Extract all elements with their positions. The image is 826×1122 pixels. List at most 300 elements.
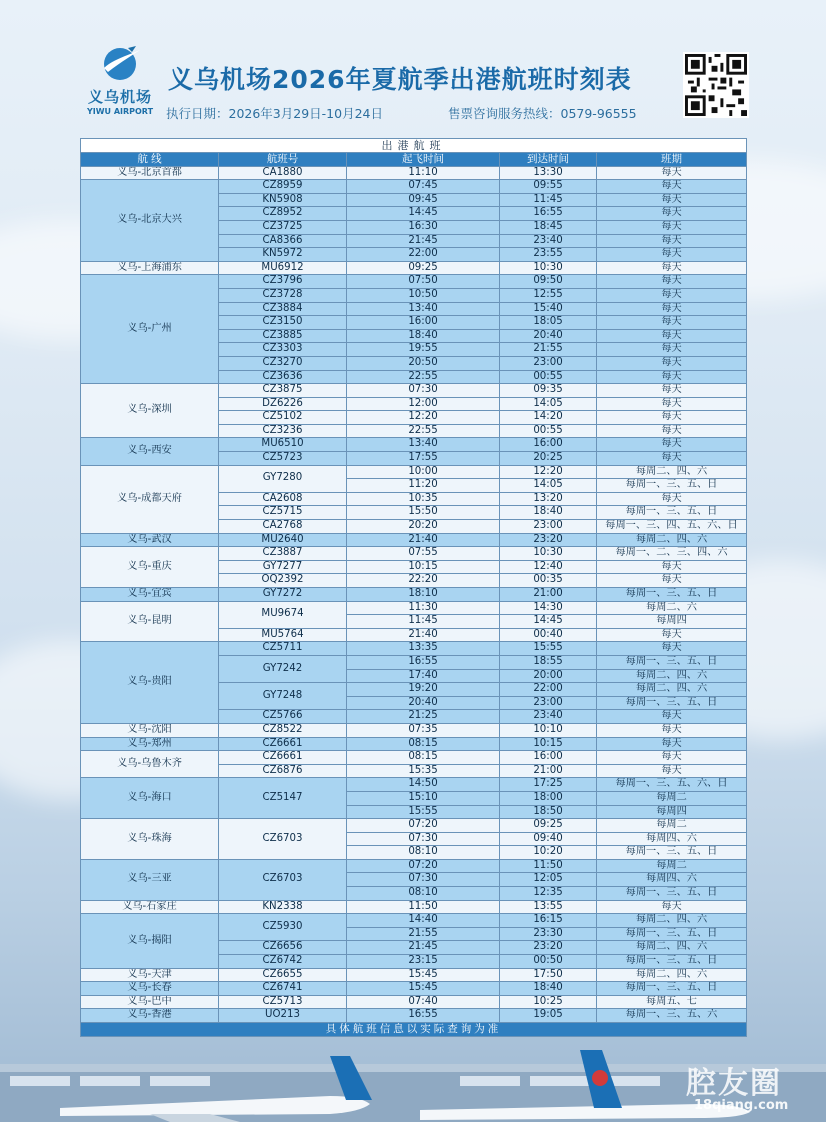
flight-number-cell: CZ8522 (219, 723, 347, 737)
departure-time-cell: 11:20 (347, 479, 500, 493)
departure-time-cell: 23:15 (347, 955, 500, 969)
schedule-days-cell: 每天 (597, 193, 747, 207)
arrival-time-cell: 17:25 (500, 778, 597, 792)
arrival-time-cell: 10:30 (500, 547, 597, 561)
flight-number-cell: CZ3150 (219, 316, 347, 330)
arrival-time-cell: 00:35 (500, 574, 597, 588)
column-header-departure: 起飞时间 (347, 153, 500, 167)
schedule-days-cell: 每周二 (597, 819, 747, 833)
route-cell: 义乌-昆明 (81, 601, 219, 642)
schedule-days-cell: 每天 (597, 343, 747, 357)
flight-number-cell: MU6912 (219, 261, 347, 275)
watermark-url: 18qiang.com (694, 1098, 789, 1113)
schedule-days-cell: 每天 (597, 384, 747, 398)
departure-time-cell: 10:50 (347, 288, 500, 302)
flight-number-cell: CZ6703 (219, 859, 347, 900)
arrival-time-cell: 16:00 (500, 751, 597, 765)
route-cell: 义乌-长春 (81, 982, 219, 996)
table-row (81, 588, 747, 602)
flight-number-cell: CZ8959 (219, 180, 347, 194)
schedule-days-cell: 每天 (597, 411, 747, 425)
flight-number-cell: CZ5723 (219, 452, 347, 466)
arrival-time-cell: 20:40 (500, 329, 597, 343)
arrival-time-cell: 18:00 (500, 791, 597, 805)
departure-time-cell: 17:55 (347, 452, 500, 466)
flight-number-cell: CZ6742 (219, 955, 347, 969)
logo-english-name: YIWU AIRPORT (86, 107, 154, 116)
arrival-time-cell: 21:55 (500, 343, 597, 357)
schedule-days-cell: 每周一、三、五、日 (597, 588, 747, 602)
table-footer-note: 具体航班信息以实际查询为准 (81, 1023, 747, 1037)
arrival-time-cell: 23:00 (500, 696, 597, 710)
arrival-time-cell: 12:20 (500, 465, 597, 479)
flight-number-cell: GY7248 (219, 683, 347, 710)
table-row (81, 723, 747, 737)
departure-time-cell: 07:20 (347, 859, 500, 873)
departure-time-cell: 15:45 (347, 968, 500, 982)
table-row (81, 900, 747, 914)
arrival-time-cell: 18:40 (500, 982, 597, 996)
schedule-days-cell: 每天 (597, 329, 747, 343)
flight-number-cell: CZ6655 (219, 968, 347, 982)
departure-time-cell: 07:35 (347, 723, 500, 737)
departure-time-cell: 11:50 (347, 900, 500, 914)
arrival-time-cell: 14:20 (500, 411, 597, 425)
arrival-time-cell: 22:00 (500, 683, 597, 697)
schedule-days-cell: 每天 (597, 180, 747, 194)
flight-number-cell: CZ5766 (219, 710, 347, 724)
departure-time-cell: 11:30 (347, 601, 500, 615)
departure-time-cell: 22:20 (347, 574, 500, 588)
table-row (81, 968, 747, 982)
flight-number-cell: OQ2392 (219, 574, 347, 588)
flight-number-cell: GY7277 (219, 560, 347, 574)
schedule-days-cell: 每周一、三、五、日 (597, 887, 747, 901)
route-cell: 义乌-香港 (81, 1009, 219, 1023)
departure-time-cell: 10:15 (347, 560, 500, 574)
table-row (81, 859, 747, 873)
flight-number-cell: CZ3885 (219, 329, 347, 343)
departure-time-cell: 16:55 (347, 655, 500, 669)
schedule-days-cell: 每天 (597, 166, 747, 180)
arrival-time-cell: 09:25 (500, 819, 597, 833)
departure-time-cell: 10:00 (347, 465, 500, 479)
column-header-arrival: 到达时间 (500, 153, 597, 167)
departure-time-cell: 13:40 (347, 438, 500, 452)
schedule-days-cell: 每周二 (597, 791, 747, 805)
schedule-days-cell: 每周二、六 (597, 601, 747, 615)
table-row (81, 751, 747, 765)
schedule-days-cell: 每周五、七 (597, 995, 747, 1009)
arrival-time-cell: 14:45 (500, 615, 597, 629)
schedule-days-cell: 每天 (597, 723, 747, 737)
table-row (81, 275, 747, 289)
route-cell: 义乌-上海浦东 (81, 261, 219, 275)
route-cell: 义乌-巴中 (81, 995, 219, 1009)
flight-number-cell: CZ6661 (219, 737, 347, 751)
departure-time-cell: 07:45 (347, 180, 500, 194)
arrival-time-cell: 14:05 (500, 479, 597, 493)
route-cell: 义乌-武汉 (81, 533, 219, 547)
effective-dates: 执行日期：2026年3月29日-10月24日 (166, 106, 383, 121)
table-row (81, 982, 747, 996)
schedule-days-cell: 每周一、三、五、日 (597, 479, 747, 493)
qr-code[interactable] (683, 52, 749, 118)
flight-number-cell: CZ3796 (219, 275, 347, 289)
schedule-days-cell: 每天 (597, 356, 747, 370)
arrival-time-cell: 21:00 (500, 588, 597, 602)
route-cell: 义乌-郑州 (81, 737, 219, 751)
schedule-days-cell: 每天 (597, 370, 747, 384)
departure-time-cell: 21:40 (347, 628, 500, 642)
flight-number-cell: DZ6226 (219, 397, 347, 411)
airport-logo-icon (98, 44, 142, 84)
flight-number-cell: GY7280 (219, 465, 347, 492)
departure-time-cell: 07:30 (347, 832, 500, 846)
column-header-schedule: 班期 (597, 153, 747, 167)
schedule-days-cell: 每周一、三、五、六 (597, 1009, 747, 1023)
arrival-time-cell: 10:15 (500, 737, 597, 751)
arrival-time-cell: 20:25 (500, 452, 597, 466)
departure-time-cell: 21:55 (347, 927, 500, 941)
flight-number-cell: CZ3884 (219, 302, 347, 316)
schedule-days-cell: 每天 (597, 438, 747, 452)
schedule-days-cell: 每天 (597, 737, 747, 751)
arrival-time-cell: 13:30 (500, 166, 597, 180)
route-cell: 义乌-广州 (81, 275, 219, 384)
table-row (81, 642, 747, 656)
schedule-days-cell: 每天 (597, 900, 747, 914)
arrival-time-cell: 10:25 (500, 995, 597, 1009)
schedule-days-cell: 每天 (597, 492, 747, 506)
route-cell: 义乌-重庆 (81, 547, 219, 588)
departure-time-cell: 14:50 (347, 778, 500, 792)
flight-number-cell: CA2768 (219, 520, 347, 534)
departure-time-cell: 19:55 (347, 343, 500, 357)
departure-time-cell: 08:15 (347, 751, 500, 765)
departure-time-cell: 08:15 (347, 737, 500, 751)
table-row (81, 547, 747, 561)
column-header-route: 航 线 (81, 153, 219, 167)
schedule-days-cell: 每周二、四、六 (597, 465, 747, 479)
schedule-days-cell: 每周一、三、五、日 (597, 982, 747, 996)
departure-time-cell: 08:10 (347, 846, 500, 860)
schedule-days-cell: 每周四、六 (597, 873, 747, 887)
schedule-days-cell: 每天 (597, 628, 747, 642)
arrival-time-cell: 23:00 (500, 356, 597, 370)
schedule-days-cell: 每周一、三、五、日 (597, 927, 747, 941)
schedule-table-wrapper (80, 138, 746, 1037)
flight-number-cell: CZ3728 (219, 288, 347, 302)
arrival-time-cell: 11:50 (500, 859, 597, 873)
flight-number-cell: MU5764 (219, 628, 347, 642)
arrival-time-cell: 10:20 (500, 846, 597, 860)
arrival-time-cell: 13:55 (500, 900, 597, 914)
arrival-time-cell: 17:50 (500, 968, 597, 982)
column-header-flight-no: 航班号 (219, 153, 347, 167)
table-row (81, 533, 747, 547)
departure-time-cell: 22:00 (347, 248, 500, 262)
departure-time-cell: 11:10 (347, 166, 500, 180)
schedule-days-cell: 每周四、六 (597, 832, 747, 846)
departure-time-cell: 14:40 (347, 914, 500, 928)
arrival-time-cell: 18:50 (500, 805, 597, 819)
departure-time-cell: 07:50 (347, 275, 500, 289)
arrival-time-cell: 09:55 (500, 180, 597, 194)
arrival-time-cell: 23:40 (500, 234, 597, 248)
schedule-days-cell: 每周一、三、五、日 (597, 655, 747, 669)
departure-time-cell: 22:55 (347, 370, 500, 384)
flight-number-cell: GY7242 (219, 655, 347, 682)
route-cell: 义乌-石家庄 (81, 900, 219, 914)
departure-time-cell: 13:40 (347, 302, 500, 316)
arrival-time-cell: 09:35 (500, 384, 597, 398)
flight-number-cell: CZ3887 (219, 547, 347, 561)
flight-number-cell: CZ6661 (219, 751, 347, 765)
schedule-days-cell: 每周一、三、五、日 (597, 696, 747, 710)
table-row (81, 465, 747, 479)
schedule-days-cell: 每天 (597, 261, 747, 275)
route-cell: 义乌-沈阳 (81, 723, 219, 737)
table-row (81, 914, 747, 928)
arrival-time-cell: 16:00 (500, 438, 597, 452)
arrival-time-cell: 19:05 (500, 1009, 597, 1023)
departure-time-cell: 21:40 (347, 533, 500, 547)
departure-time-cell: 19:20 (347, 683, 500, 697)
flight-number-cell: CZ6876 (219, 764, 347, 778)
schedule-days-cell: 每天 (597, 764, 747, 778)
route-cell: 义乌-海口 (81, 778, 219, 819)
arrival-time-cell: 23:55 (500, 248, 597, 262)
flight-number-cell: CZ6741 (219, 982, 347, 996)
flight-number-cell: CA2608 (219, 492, 347, 506)
flight-number-cell: CZ5930 (219, 914, 347, 941)
table-row (81, 737, 747, 751)
flight-number-cell: CZ5147 (219, 778, 347, 819)
flight-number-cell: KN5972 (219, 248, 347, 262)
departure-time-cell: 15:55 (347, 805, 500, 819)
schedule-days-cell: 每周二、四、六 (597, 669, 747, 683)
departure-time-cell: 18:40 (347, 329, 500, 343)
flight-number-cell: GY7272 (219, 588, 347, 602)
airport-logo (80, 44, 160, 116)
schedule-days-cell: 每周二、四、六 (597, 914, 747, 928)
arrival-time-cell: 09:40 (500, 832, 597, 846)
flight-number-cell: MU9674 (219, 601, 347, 628)
departure-time-cell: 16:00 (347, 316, 500, 330)
departure-time-cell: 12:20 (347, 411, 500, 425)
route-cell: 义乌-宜宾 (81, 588, 219, 602)
departure-time-cell: 08:10 (347, 887, 500, 901)
departure-time-cell: 17:40 (347, 669, 500, 683)
departure-time-cell: 13:35 (347, 642, 500, 656)
schedule-days-cell: 每天 (597, 424, 747, 438)
departure-time-cell: 15:50 (347, 506, 500, 520)
flight-number-cell: CZ3636 (219, 370, 347, 384)
schedule-days-cell: 每天 (597, 560, 747, 574)
schedule-days-cell: 每天 (597, 397, 747, 411)
schedule-days-cell: 每周一、三、四、五、六、日 (597, 520, 747, 534)
flight-number-cell: CZ5715 (219, 506, 347, 520)
arrival-time-cell: 23:20 (500, 533, 597, 547)
schedule-days-cell: 每天 (597, 288, 747, 302)
table-row (81, 995, 747, 1009)
arrival-time-cell: 18:40 (500, 506, 597, 520)
arrival-time-cell: 16:15 (500, 914, 597, 928)
arrival-time-cell: 12:55 (500, 288, 597, 302)
departure-time-cell: 22:55 (347, 424, 500, 438)
route-cell: 义乌-深圳 (81, 384, 219, 438)
departure-time-cell: 07:20 (347, 819, 500, 833)
departure-time-cell: 09:45 (347, 193, 500, 207)
schedule-table (80, 138, 747, 1037)
departure-time-cell: 14:45 (347, 207, 500, 221)
departure-time-cell: 21:45 (347, 941, 500, 955)
departure-time-cell: 07:30 (347, 384, 500, 398)
schedule-days-cell: 每周一、三、五、六、日 (597, 778, 747, 792)
schedule-days-cell: 每周一、二、三、四、六 (597, 547, 747, 561)
ticket-hotline: 售票咨询服务热线：0579-96555 (448, 106, 637, 121)
schedule-days-cell: 每周二 (597, 859, 747, 873)
flight-number-cell: CZ3270 (219, 356, 347, 370)
arrival-time-cell: 10:10 (500, 723, 597, 737)
departure-time-cell: 07:30 (347, 873, 500, 887)
arrival-time-cell: 15:55 (500, 642, 597, 656)
schedule-days-cell: 每天 (597, 248, 747, 262)
flight-number-cell: MU6510 (219, 438, 347, 452)
departure-time-cell: 16:55 (347, 1009, 500, 1023)
table-row (81, 778, 747, 792)
flight-number-cell: KN2338 (219, 900, 347, 914)
arrival-time-cell: 23:40 (500, 710, 597, 724)
flight-number-cell: KN5908 (219, 193, 347, 207)
departure-time-cell: 15:35 (347, 764, 500, 778)
departure-time-cell: 20:20 (347, 520, 500, 534)
flight-number-cell: MU2640 (219, 533, 347, 547)
departure-time-cell: 15:45 (347, 982, 500, 996)
schedule-days-cell: 每周一、三、五、日 (597, 846, 747, 860)
arrival-time-cell: 20:00 (500, 669, 597, 683)
arrival-time-cell: 00:50 (500, 955, 597, 969)
flight-number-cell: CZ3303 (219, 343, 347, 357)
flight-number-cell: CA8366 (219, 234, 347, 248)
table-row (81, 438, 747, 452)
arrival-time-cell: 12:05 (500, 873, 597, 887)
route-cell: 义乌-西安 (81, 438, 219, 465)
flight-number-cell: CZ3236 (219, 424, 347, 438)
flight-number-cell: CZ6703 (219, 819, 347, 860)
schedule-days-cell: 每天 (597, 710, 747, 724)
flight-number-cell: CZ5713 (219, 995, 347, 1009)
schedule-days-cell: 每周一、三、五、日 (597, 506, 747, 520)
qr-code-icon (685, 54, 747, 116)
arrival-time-cell: 13:20 (500, 492, 597, 506)
schedule-days-cell: 每周二、四、六 (597, 533, 747, 547)
schedule-days-cell: 每天 (597, 751, 747, 765)
departure-time-cell: 16:30 (347, 220, 500, 234)
departure-time-cell: 12:00 (347, 397, 500, 411)
departure-time-cell: 21:45 (347, 234, 500, 248)
schedule-days-cell: 每天 (597, 207, 747, 221)
schedule-days-cell: 每周二、四、六 (597, 968, 747, 982)
schedule-days-cell: 每天 (597, 452, 747, 466)
departure-time-cell: 15:10 (347, 791, 500, 805)
departure-time-cell: 21:25 (347, 710, 500, 724)
route-cell: 义乌-北京大兴 (81, 180, 219, 262)
arrival-time-cell: 00:55 (500, 424, 597, 438)
arrival-time-cell: 23:30 (500, 927, 597, 941)
arrival-time-cell: 00:40 (500, 628, 597, 642)
arrival-time-cell: 12:40 (500, 560, 597, 574)
table-row (81, 819, 747, 833)
flight-number-cell: CZ3725 (219, 220, 347, 234)
watermark-text: 腔友圈 (686, 1066, 782, 1101)
departure-time-cell: 20:40 (347, 696, 500, 710)
arrival-time-cell: 15:40 (500, 302, 597, 316)
departure-time-cell: 11:45 (347, 615, 500, 629)
route-cell: 义乌-天津 (81, 968, 219, 982)
schedule-days-cell: 每天 (597, 234, 747, 248)
departure-time-cell: 10:35 (347, 492, 500, 506)
arrival-time-cell: 23:00 (500, 520, 597, 534)
flight-number-cell: CA1880 (219, 166, 347, 180)
arrival-time-cell: 23:20 (500, 941, 597, 955)
departure-time-cell: 18:10 (347, 588, 500, 602)
arrival-time-cell: 14:30 (500, 601, 597, 615)
flight-number-cell: UO213 (219, 1009, 347, 1023)
arrival-time-cell: 10:30 (500, 261, 597, 275)
route-cell: 义乌-珠海 (81, 819, 219, 860)
table-row (81, 601, 747, 615)
page-title: 义乌机场2026年夏航季出港航班时刻表 (168, 65, 632, 94)
arrival-time-cell: 18:55 (500, 655, 597, 669)
schedule-days-cell: 每天 (597, 574, 747, 588)
route-cell: 义乌-揭阳 (81, 914, 219, 968)
departure-time-cell: 07:40 (347, 995, 500, 1009)
arrival-time-cell: 16:55 (500, 207, 597, 221)
departure-time-cell: 20:50 (347, 356, 500, 370)
schedule-table-body (81, 166, 747, 1022)
schedule-days-cell: 每周四 (597, 805, 747, 819)
flight-number-cell: CZ3875 (219, 384, 347, 398)
logo-chinese-name: 义乌机场 (87, 88, 152, 106)
arrival-time-cell: 14:05 (500, 397, 597, 411)
schedule-days-cell: 每天 (597, 316, 747, 330)
route-cell: 义乌-贵阳 (81, 642, 219, 724)
arrival-time-cell: 18:05 (500, 316, 597, 330)
flight-number-cell: CZ8952 (219, 207, 347, 221)
route-cell: 义乌-北京首都 (81, 166, 219, 180)
arrival-time-cell: 09:50 (500, 275, 597, 289)
table-banner: 出港航班 (81, 139, 747, 153)
flight-number-cell: CZ5711 (219, 642, 347, 656)
schedule-days-cell: 每周一、三、五、日 (597, 955, 747, 969)
schedule-days-cell: 每天 (597, 275, 747, 289)
route-cell: 义乌-乌鲁木齐 (81, 751, 219, 778)
route-cell: 义乌-三亚 (81, 859, 219, 900)
arrival-time-cell: 11:45 (500, 193, 597, 207)
table-row (81, 166, 747, 180)
schedule-days-cell: 每周二、四、六 (597, 941, 747, 955)
table-row (81, 1009, 747, 1023)
arrival-time-cell: 00:55 (500, 370, 597, 384)
table-row (81, 261, 747, 275)
arrival-time-cell: 21:00 (500, 764, 597, 778)
flight-number-cell: CZ6656 (219, 941, 347, 955)
table-row (81, 384, 747, 398)
arrival-time-cell: 18:45 (500, 220, 597, 234)
arrival-time-cell: 12:35 (500, 887, 597, 901)
